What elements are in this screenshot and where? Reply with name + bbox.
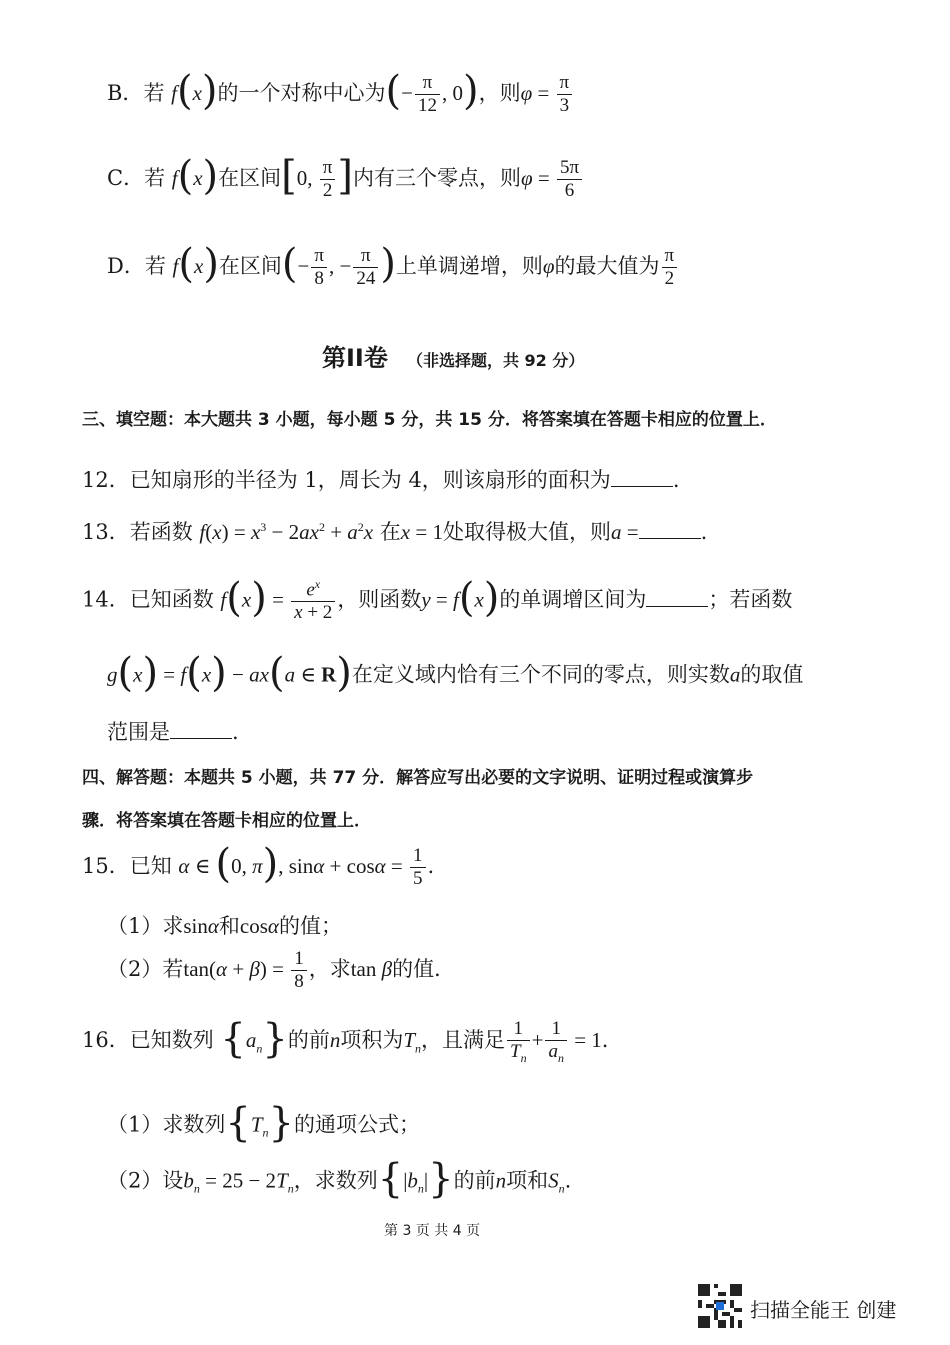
section-4-heading-cont: 骤．将答案填在答题卡相应的位置上． xyxy=(82,811,371,831)
answer-blank xyxy=(646,588,708,607)
part-title: 第II卷 （非选择题，共 92 分） xyxy=(322,344,585,372)
question-12: 12．已知扇形的半径为 1，周长为 4，则该扇形的面积为 . xyxy=(82,468,680,492)
question-14-line-3: 范围是 . xyxy=(107,720,239,744)
question-13: 13．若函数 $f(x) = x^3 - 2ax^2 + a^2x$ 在x = 1处取得极大值，则a = . xyxy=(82,520,708,544)
question-15-part-2: （2）若tan(α + β) = $\frac{1}{8}$ ，求tan β的值． xyxy=(107,948,456,992)
answer-blank xyxy=(611,468,673,487)
fx-expression: f xyxy=(171,80,177,105)
qr-code-icon xyxy=(698,1284,742,1328)
section-3-heading: 三、填空题：本大题共 3 小题，每小题 5 分，共 15 分．将答案填在答题卡相应的位置上． xyxy=(82,410,777,430)
question-15: 15．已知 α ∈ (0, π), sinα + cosα = $\frac{1}{5}$ . xyxy=(82,841,435,889)
question-15-part-1: （1）求sinα和cosα的值； xyxy=(107,914,342,938)
watermark-text: 扫描全能王 创建 xyxy=(750,1298,897,1322)
question-16: 16．已知数列 $\{a_n\}$的前n项积为$T_n$，且满足 $\frac{1}{T_n}$ + $\frac{1}{a_n}$ = 1. xyxy=(82,1015,609,1065)
question-16-part-1: （1）求数列$\{T_n\}$的通项公式； xyxy=(107,1100,420,1146)
answer-blank xyxy=(639,520,701,539)
question-16-part-2: （2）设$b_n = 25 - 2T_n$，求数列$\{|b_n|\}$的前n项和$S_n$. xyxy=(107,1156,572,1202)
answer-blank xyxy=(170,720,232,739)
option-c: C．若 f(x)在区间[0, $\frac{\pi}{2}$ ]内有三个零点，则φ = $\frac{5\pi}{6}$ xyxy=(107,157,584,202)
option-d: D．若 f(x)在区间(− $\frac{\pi}{8}$ , − $\frac{\pi}{24}$ )上单调递增，则φ的最大值为 $\frac{\pi}{2}$ xyxy=(107,245,679,290)
option-b: B．若 f(x)的一个对称中心为(− $\frac{\pi}{12}$ , 0)，则φ = $\frac{\pi}{3}$ xyxy=(107,72,574,117)
section-4-heading: 四、解答题：本题共 5 小题，共 77 分．解答应写出必要的文字说明、证明过程或演算步 xyxy=(82,768,754,788)
page-footer: 第 3 页 共 4 页 xyxy=(384,1223,481,1239)
question-14-line-2: g(x) = f(x) − ax(a ∈ R)在定义域内恰有三个不同的零点，则实数a的取值 xyxy=(107,650,804,696)
question-14: 14．已知函数 f(x) = $\frac{e^x}{x + 2}$ ，则函数y = f(x)的单调增区间为 ；若函数 xyxy=(82,575,793,624)
